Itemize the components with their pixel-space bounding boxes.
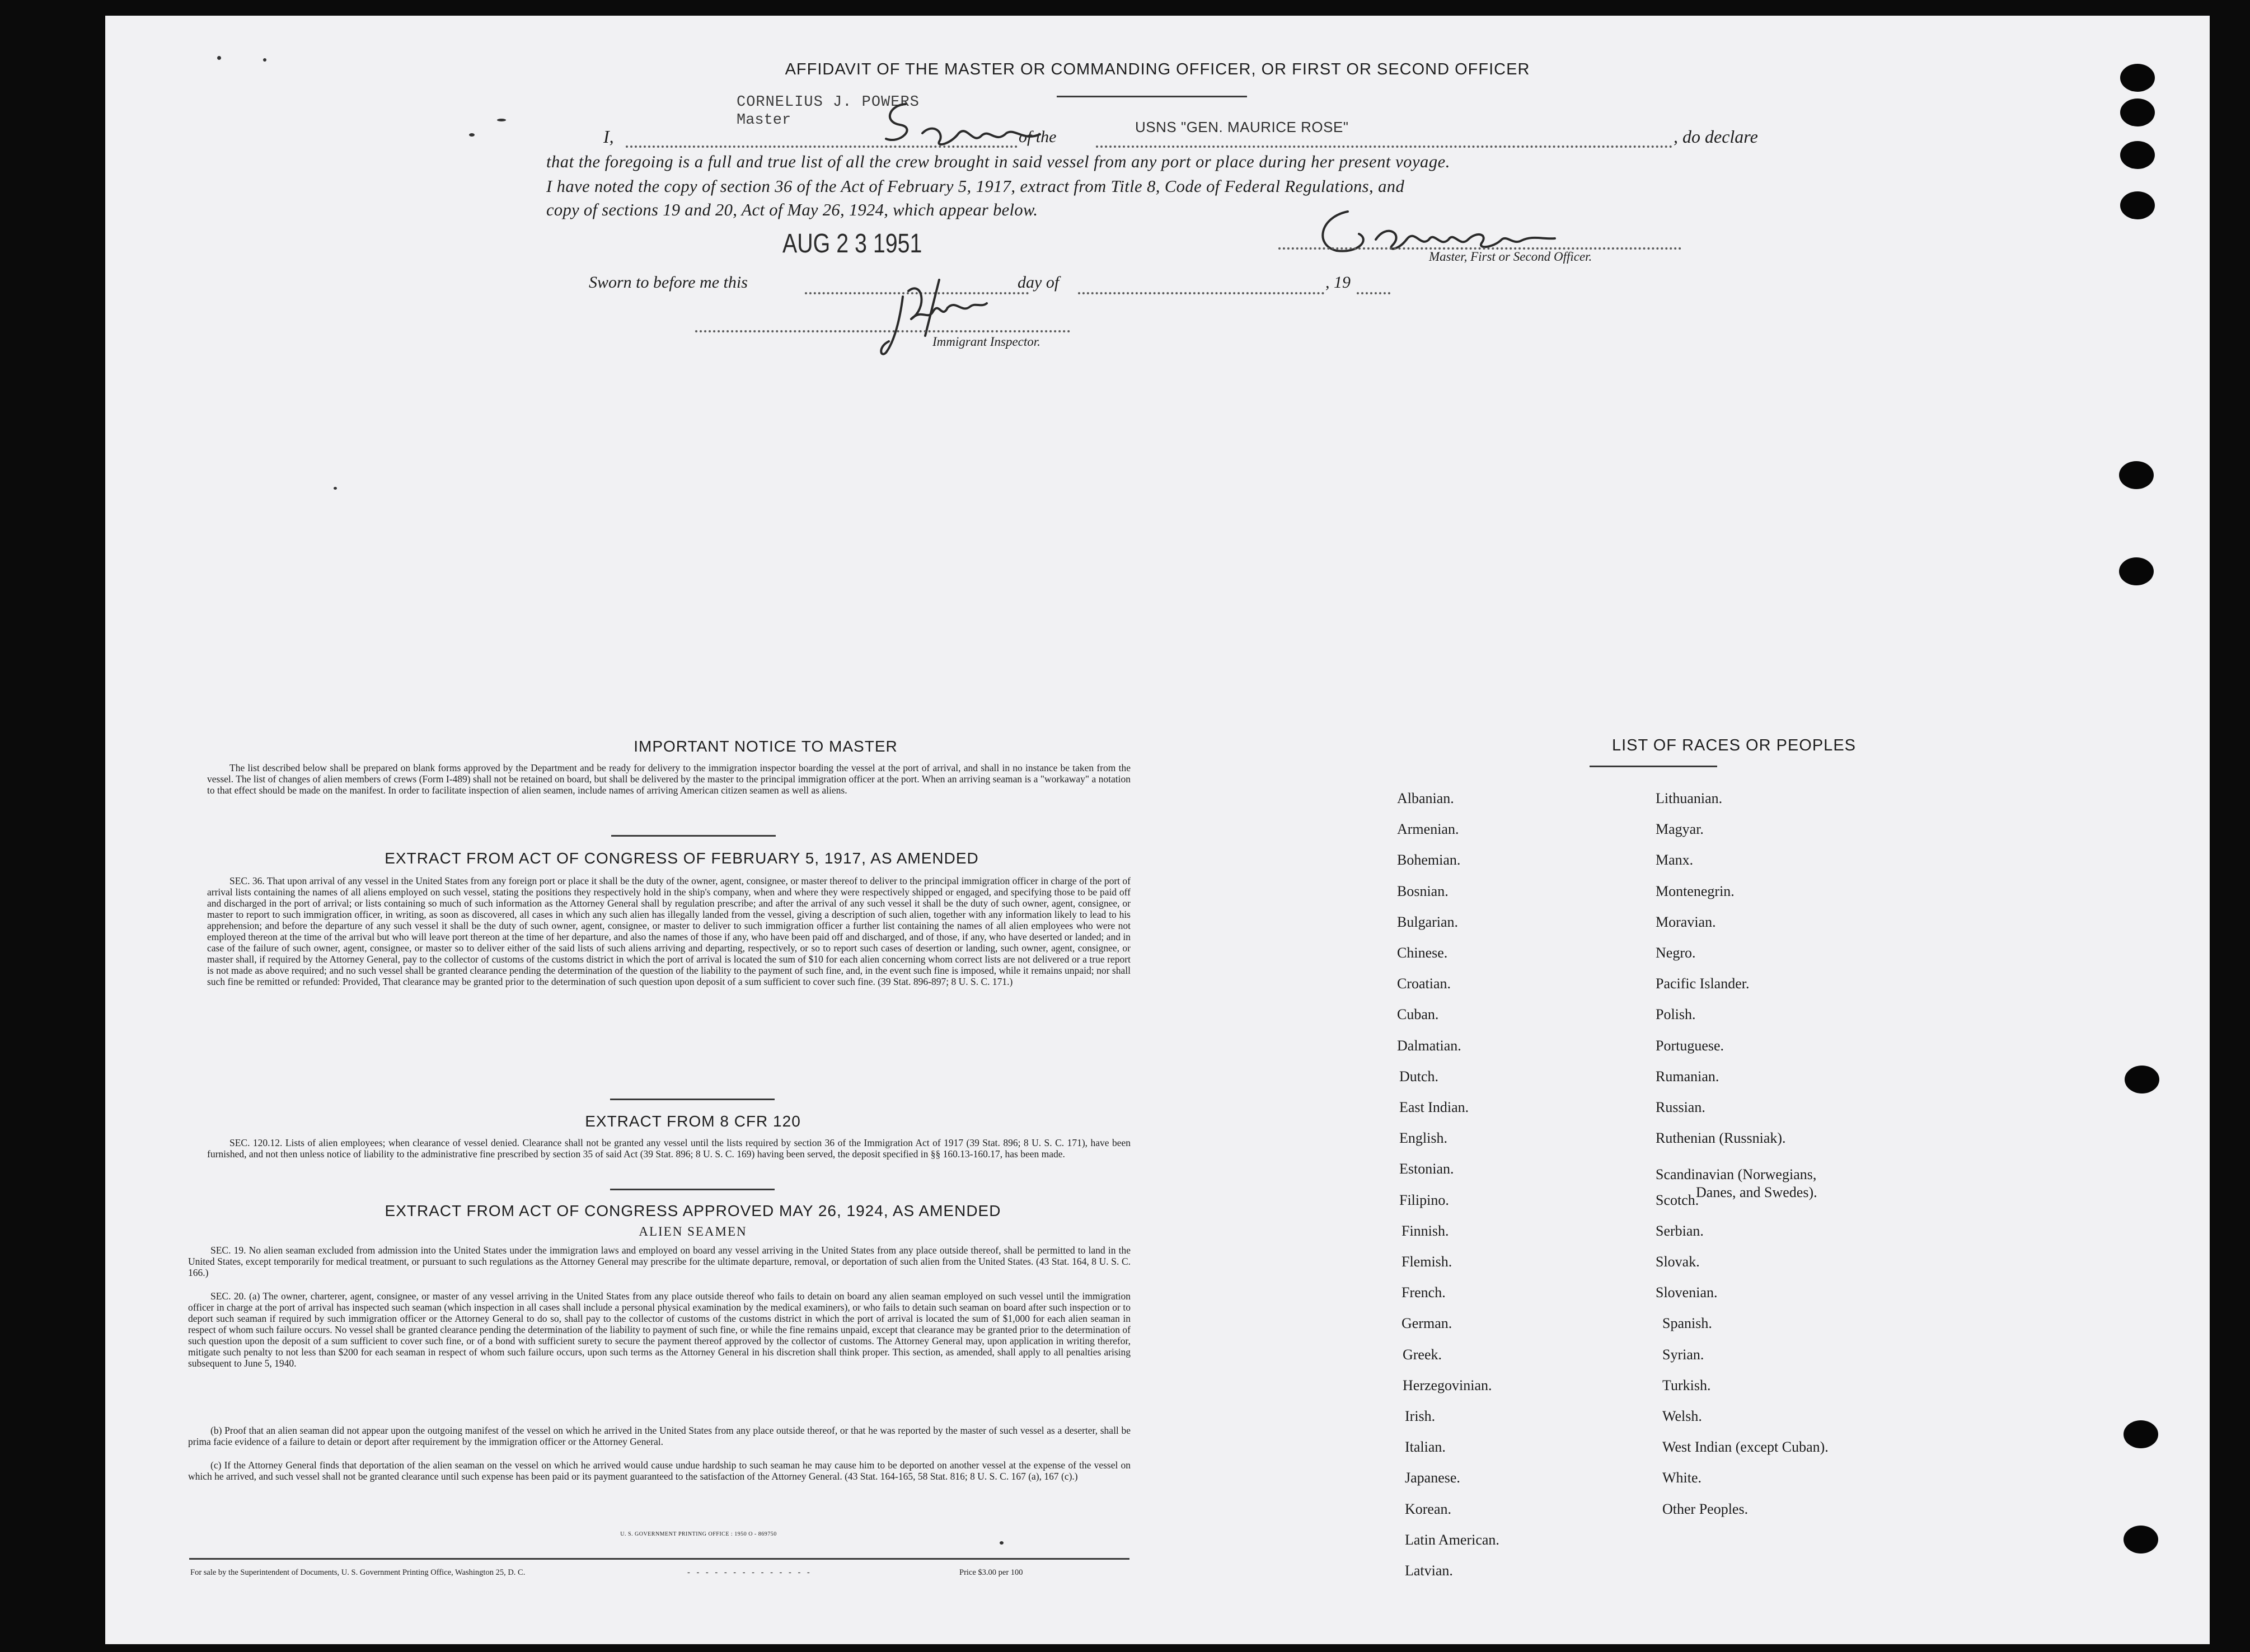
footer-price: Price $3.00 per 100 <box>959 1568 1023 1577</box>
extract-1924-title: EXTRACT FROM ACT OF CONGRESS APPROVED MAY 26, 1924, AS AMENDED <box>385 1202 1001 1219</box>
race-item: Chinese. <box>1397 945 1448 961</box>
race-item: Flemish. <box>1401 1254 1452 1270</box>
race-item: Finnish. <box>1401 1223 1449 1239</box>
master-caption: Master, First or Second Officer. <box>1429 250 1592 264</box>
of-the-label: of the <box>1019 128 1057 146</box>
extract-cfr-body: SEC. 120.12. Lists of alien employees; when clearance of vessel denied. Clearance shall not be granted any vessel until the lists required by section 36 of the Immigration Act of 1917 (39 Stat. 896; 8 U. S. C. 171), have been furnished, and not then unless notice of liability to the administrative fine prescribed by section 35 of said Act (39 Stat. 896; 8 U. S. C. 169) having been served, the deposit specified in §§ 160.13-160.17, has been made. <box>207 1137 1131 1160</box>
declarant-pronoun: I, <box>603 126 614 147</box>
speck <box>497 119 506 121</box>
race-item: Latin American. <box>1405 1532 1499 1548</box>
binder-hole <box>2125 1066 2159 1093</box>
typed-master-rank: Master <box>737 112 791 129</box>
race-item: Bohemian. <box>1397 852 1461 868</box>
extract-1917-divider <box>610 1099 775 1100</box>
date-stamp: AUG 2 3 1951 <box>782 229 922 259</box>
race-item: Filipino. <box>1399 1192 1449 1208</box>
speck <box>334 487 337 490</box>
footer-rule <box>189 1558 1129 1560</box>
notice-divider <box>611 835 776 837</box>
races-title: LIST OF RACES OR PEOPLES <box>1611 736 1857 754</box>
race-item: Albanian. <box>1397 790 1454 806</box>
binder-hole <box>2120 64 2155 92</box>
sec-20c-body: (c) If the Attorney General finds that deportation of the alien seaman on the vessel on which he arrived would cause undue hardship to such seaman he may cause him to be deported on another vessel at the expense of the vessel on which he arrived, and such vessel shall not be granted clearance until such expense has been paid or its payment guaranteed to the satisfaction of the Attorney General. (43 Stat. 164-165, 58 Stat. 816; 8 U. S. C. 167 (a), 167 (c).) <box>188 1459 1131 1482</box>
race-item: German. <box>1401 1315 1452 1331</box>
declaration-line-2: I have noted the copy of section 36 of the Act of February 5, 1917, extract from Title 8, Code of Federal Regulations, and <box>546 177 1405 196</box>
sworn-month-line <box>1078 292 1324 294</box>
race-item: Korean. <box>1405 1501 1452 1517</box>
race-item: Other Peoples. <box>1662 1501 1749 1517</box>
race-item: Herzegovinian. <box>1403 1377 1492 1393</box>
race-item: Moravian. <box>1656 914 1716 930</box>
speck <box>469 133 475 137</box>
binder-hole <box>2124 1420 2158 1448</box>
race-item: West Indian (except Cuban). <box>1662 1439 1829 1455</box>
inspector-signature <box>855 269 990 364</box>
extract-1917-body: SEC. 36. That upon arrival of any vessel in the United States from any foreign port or place it shall be the duty of the owner, agent, consignee, or master thereof to deliver to the principal immigration officer in charge of the port of arrival lists containing the names of all aliens employed on such vessel, stating the positions they respectively hold in the ship's company, when and where they were respectively shipped or engaged, and specifying those to be paid off and discharged in the port of arrival; or lists containing so much of such information as the Attorney General shall by regulation prescribe; and after the arrival of any such vessel it shall be the duty of such owner, agent, consignee, or master to report to such immigration officer, in writing, as soon as discovered, all cases in which any such alien has illegally landed from the vessel, giving a description of such alien, together with any information likely to lead to his apprehension; and before the departure of any such vessel it shall be the duty of such owner, agent, consignee, or master to deliver to such immigration officer a further list containing the names of all alien employees who were not employed thereon at the time of the arrival but who will leave port thereon at the time of her departure, and also the names of those if any, who have been paid off and discharged, and of those, if any, who have deserted or landed; and in case of the failure of such owner, agent, consignee, or master so to deliver either of the said lists of such aliens arriving and departing, respectively, or so to report such cases of desertion or landing, such owner, agent, consignee, or master shall, if required by the Attorney General, pay to the collector of customs of the customs district in which the port of arrival is located the sum of $10 for each alien concerning whom correct lists are not delivered or a true report is not made as above required; and no such vessel shall be granted clearance pending the determination of the question of the liability to the payment of such fine, and, in the event such fine is imposed, while it remains unpaid; nor shall such fine be remitted or refunded: Provided, That clearance may be granted prior to the determination of such question upon deposit of a sum sufficient to cover such fine. (39 Stat. 896-897; 8 U. S. C. 171.) <box>207 875 1131 987</box>
race-item: Portuguese. <box>1656 1038 1724 1054</box>
sec-19-body: SEC. 19. No alien seaman excluded from admission into the United States under the immigration laws and employed on board any vessel arriving in the United States from any place outside thereof, shall be permitted to land in the United States, except temporarily for medical treatment, or pursuant to such regulations as the Attorney General may prescribe for the ultimate departure, removal, or deportation of such alien from the United States. (43 Stat. 164, 8 U. S. C. 166.) <box>188 1245 1131 1278</box>
extract-cfr-divider <box>610 1189 775 1190</box>
notice-body: The list described below shall be prepared on blank forms approved by the Department and be ready for delivery to the immigration inspector boarding the vessel at the port of arrival, and shall in no instance be taken from the vessel. The list of changes of alien members of crews (Form I-489) shall not be retained on board, but shall be delivered by the master to the principal immigration officer at the port. When an arriving seaman is a "workaway" a notation to that effect should be made on the manifest. In order to facilitate inspection of alien seamen, include names of arriving American citizen seamen as well as aliens. <box>207 762 1131 796</box>
affidavit-title: AFFIDAVIT OF THE MASTER OR COMMANDING OFFICER, OR FIRST OR SECOND OFFICER <box>785 60 1530 78</box>
binder-hole <box>2120 98 2155 126</box>
race-item: Magyar. <box>1656 821 1704 837</box>
sworn-year-line <box>1357 292 1390 294</box>
do-declare-label: , do declare <box>1674 126 1758 147</box>
binder-hole <box>2124 1526 2158 1554</box>
race-item: Scandinavian (Norwegians, <box>1656 1166 1817 1182</box>
notice-title: IMPORTANT NOTICE TO MASTER <box>634 738 898 755</box>
race-item: Serbian. <box>1656 1223 1704 1239</box>
speck <box>263 58 266 62</box>
name-field-signature <box>855 100 1068 150</box>
race-item-continuation: Danes, and Swedes). <box>1696 1184 1817 1200</box>
typed-master-name: CORNELIUS J. POWERS <box>737 94 920 111</box>
declaration-line-1: that the foregoing is a full and true list of all the crew brought in said vessel from any port or place during her present voyage. <box>546 152 1450 171</box>
race-item: Armenian. <box>1397 821 1459 837</box>
binder-hole <box>2120 191 2155 219</box>
race-item: Polish. <box>1656 1006 1696 1022</box>
race-item: Negro. <box>1656 945 1696 961</box>
race-item: Spanish. <box>1662 1315 1712 1331</box>
binder-hole <box>2120 141 2155 169</box>
races-divider <box>1590 766 1717 767</box>
race-item: Dalmatian. <box>1397 1038 1461 1054</box>
race-item: White. <box>1662 1470 1702 1486</box>
race-item: Rumanian. <box>1656 1068 1719 1085</box>
race-item: Irish. <box>1405 1408 1436 1424</box>
sec-20a-body: SEC. 20. (a) The owner, charterer, agent, consignee, or master of any vessel arriving in the United States from any place outside thereof who fails to detain on board any alien seaman employed on such vessel until the immigration officer in charge at the port of arrival has inspected such seaman (which inspection in all cases shall include a personal physical examination by the medical examiners), or who fails to detain such seaman on board after such inspection or to deport such seaman if required by such immigration officer or the Attorney General to do so, shall pay to the collector of customs of the customs district in which the port of arrival is located the sum of $1,000 for each alien seaman in respect of whom such failure occurs. No vessel shall be granted clearance pending the determination of the liability to payment of such fine, or while the fine remains unpaid, except that clearance may be granted prior to the determination of such question upon the deposit of a sum sufficient to cover such fine, or of a bond with sufficient surety to secure the payment thereof approved by the collector of customs. The Attorney General may, upon application in writing therefor, mitigate such penalty to not less than $200 for each seaman in respect of whom such failure occurs, upon such terms as the Attorney General in his discretion shall think proper. This section, as amended, shall apply to all penalties arising subsequent to June 5, 1940. <box>188 1290 1131 1369</box>
race-item: Bulgarian. <box>1397 914 1459 930</box>
title-divider <box>1057 96 1247 97</box>
day-of-label: day of <box>1018 273 1060 292</box>
race-item: Welsh. <box>1662 1408 1702 1424</box>
declaration-line-3: copy of sections 19 and 20, Act of May 26, 1924, which appear below. <box>546 200 1038 219</box>
footer-sale-note: For sale by the Superintendent of Documents, U. S. Government Printing Office, Washington 25, D. C. <box>190 1568 526 1577</box>
extract-1924-subtitle: ALIEN SEAMEN <box>639 1224 747 1238</box>
race-item: Syrian. <box>1662 1346 1704 1363</box>
extract-1917-title: EXTRACT FROM ACT OF CONGRESS OF FEBRUARY 5, 1917, AS AMENDED <box>385 850 979 867</box>
race-item: Japanese. <box>1405 1470 1460 1486</box>
race-item: Lithuanian. <box>1656 790 1723 806</box>
extract-cfr-title: EXTRACT FROM 8 CFR 120 <box>585 1113 801 1130</box>
race-item: Dutch. <box>1399 1068 1439 1085</box>
sworn-prefix: Sworn to before me this <box>589 273 748 292</box>
race-item: Latvian. <box>1405 1562 1453 1579</box>
vessel-name: USNS "GEN. MAURICE ROSE" <box>1135 119 1349 135</box>
race-item: Estonian. <box>1399 1161 1454 1177</box>
race-item: Manx. <box>1656 852 1694 868</box>
binder-hole <box>2119 557 2154 585</box>
printing-office-line: U. S. GOVERNMENT PRINTING OFFICE : 1950 O - 869750 <box>620 1531 777 1537</box>
race-item: Montenegrin. <box>1656 883 1735 899</box>
race-item: Ruthenian (Russniak). <box>1656 1130 1786 1146</box>
inspector-caption: Immigrant Inspector. <box>932 335 1040 349</box>
race-item: Scotch. <box>1656 1192 1699 1208</box>
footer-dashes: - - - - - - - - - - - - - - <box>687 1568 812 1577</box>
race-item: Italian. <box>1405 1439 1446 1455</box>
race-item: Pacific Islander. <box>1656 975 1750 992</box>
race-item: Greek. <box>1403 1346 1442 1363</box>
year-prefix: , 19 <box>1325 273 1351 292</box>
inspector-signature-line <box>695 330 1070 332</box>
race-item: Slovak. <box>1656 1254 1700 1270</box>
speck <box>1000 1541 1004 1545</box>
race-item: Slovenian. <box>1656 1284 1718 1301</box>
race-item: English. <box>1399 1130 1447 1146</box>
race-item: Turkish. <box>1662 1377 1711 1393</box>
binder-hole <box>2119 461 2154 489</box>
document-page <box>105 16 2210 1644</box>
race-item: East Indian. <box>1399 1099 1469 1115</box>
speck <box>217 56 221 60</box>
race-item: Croatian. <box>1397 975 1451 992</box>
race-item: Bosnian. <box>1397 883 1449 899</box>
race-item: Russian. <box>1656 1099 1705 1115</box>
vessel-field-line <box>1096 146 1672 148</box>
race-item: French. <box>1401 1284 1446 1301</box>
race-item: Cuban. <box>1397 1006 1439 1022</box>
sec-20b-body: (b) Proof that an alien seaman did not appear upon the outgoing manifest of the vessel on which he arrived in the United States from any place outside thereof, or that he was reported by the master of such vessel as a deserter, shall be prima facie evidence of a failure to detain or deport after requirement by the immigration officer or the Attorney General. <box>188 1425 1131 1447</box>
